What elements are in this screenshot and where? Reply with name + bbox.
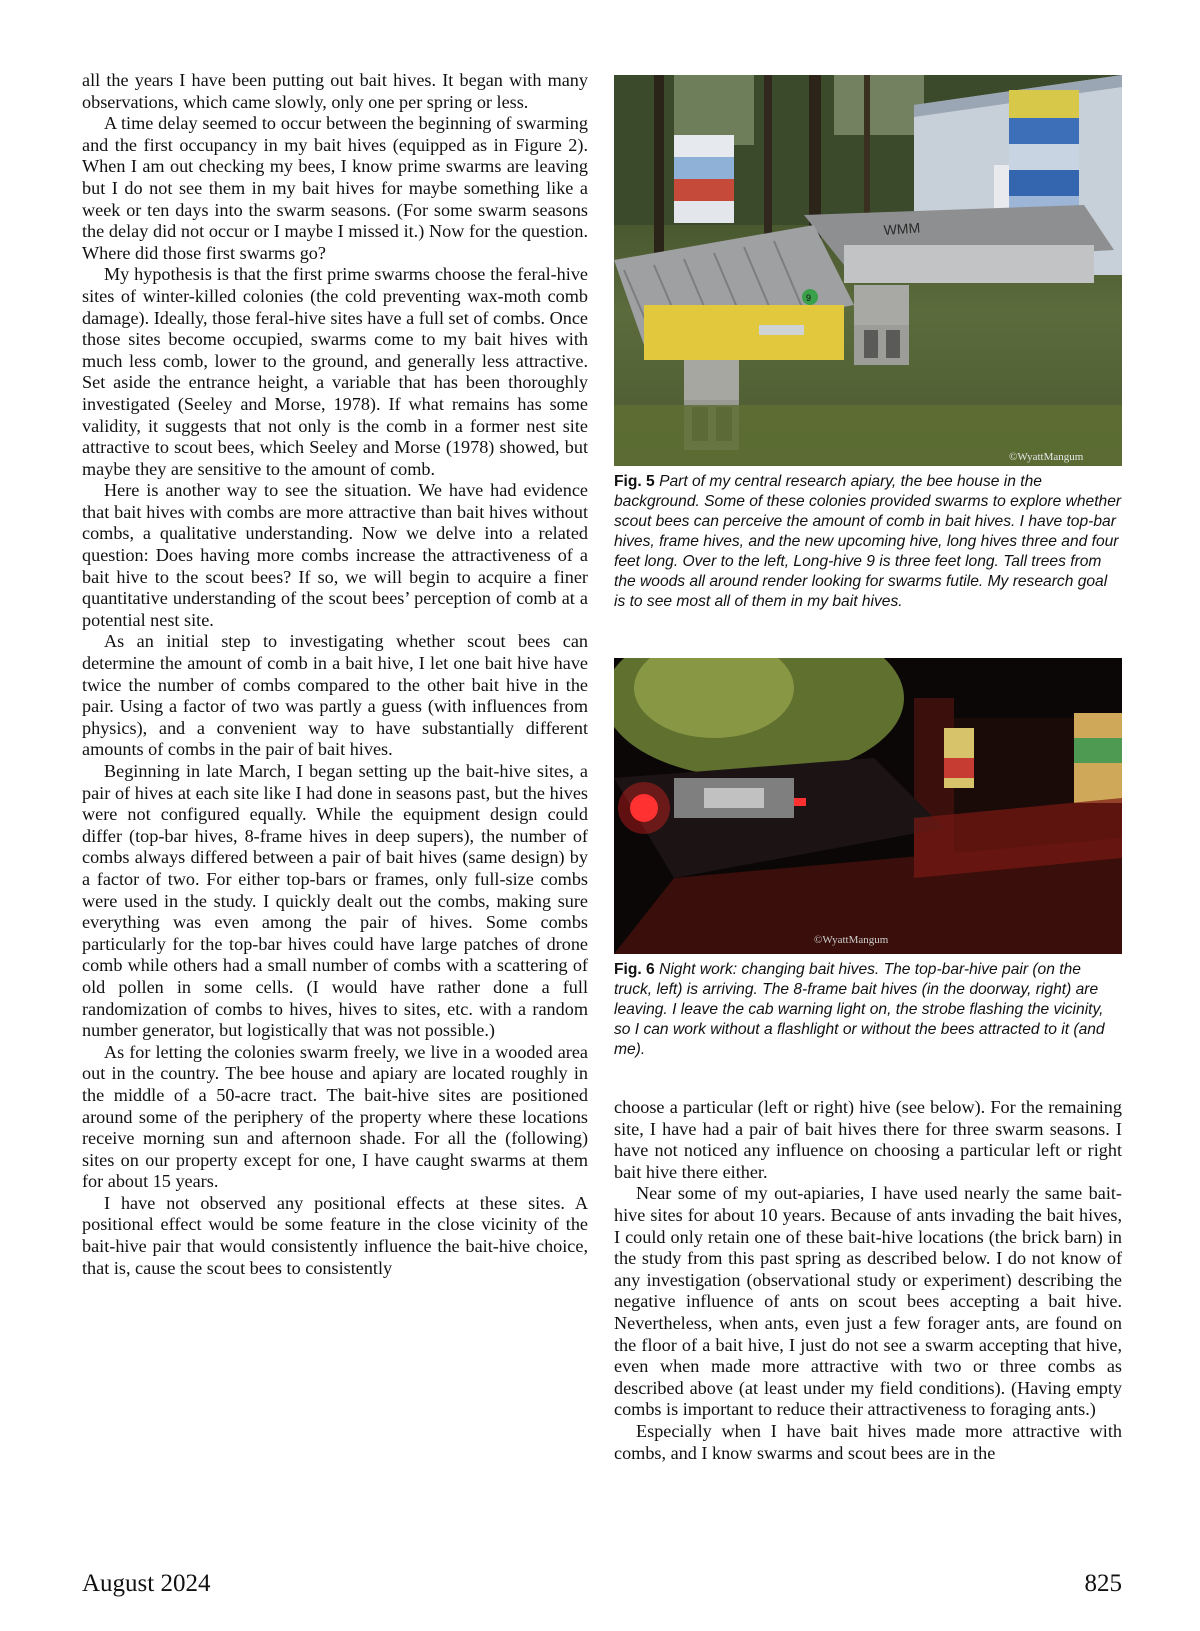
paragraph: Here is another way to see the situation. We have had evidence that bait hives with combs are more attractive than bait hives without combs, a qualitative understanding. Now we delve into a related question: Does having more combs increase the attractiveness of a bait hive to the scout bees? If so, we will begin to acquire a finer quantitative understanding of the scout bees’ perception of comb at a potential nest site. bbox=[82, 480, 588, 630]
figure-6-caption-text: Night work: changing bait hives. The top-bar-hive pair (on the truck, left) is arriving. The 8-frame bait hives (in the doorway, right) are leaving. I leave the cab warning light on, the strobe flashing the vicinity, so I can work without a flashlight or without the bees attracted to it (and me). bbox=[614, 961, 1105, 1058]
hive-lid-marking: WMM bbox=[883, 219, 921, 238]
figure-5-caption-text: Part of my central research apiary, the bee house in the background. Some of these colonies provided swarms to explore whether scout bees can perceive the amount of comb in bait hives. I have top-bar hives, frame hives, and the new upcoming hive, long hives three and four feet long. Over to the left, Long-hive 9 is three feet long. Tall trees from the woods all around render looking for swarms futile. My research goal is to see most all of them in my bait hives. bbox=[614, 473, 1122, 610]
paragraph: I have not observed any positional effects at these sites. A positional effect would be some feature in the close vicinity of the bait-hive pair that would consistently influence the bait-hive choice, that is, cause the scout bees to consistently bbox=[82, 1192, 588, 1278]
paragraph: all the years I have been putting out bait hives. It began with many observations, which came slowly, only one per spring or less. bbox=[82, 70, 588, 112]
photo-watermark: ©WyattMangum bbox=[814, 934, 889, 946]
paragraph: Beginning in late March, I began setting up the bait-hive sites, a pair of hives at each site like I had done in seasons past, but the hives were not configured equally. While the equipment design could differ (top-bar hives, 8-frame hives in deep supers), the number of combs always differed between a pair of bait hives (same design) by a factor of two. For either top-bars or frames, only full-size combs were used in the study. I quickly dealt out the combs, making sure everything was even among the pair of hives. Some combs particularly for the top-bar hives could have large patches of drone comb while others had a small number of combs with a scattering of old pollen in some cells. (I would have rather done a full randomization of combs to hives, hives to sites, etc. with a random number generator, but logistically that was not possible.) bbox=[82, 761, 588, 1041]
paragraph: Near some of my out-apiaries, I have used nearly the same bait-hive sites for about 10 years. Because of ants invading the bait hives, I could only retain one of these bait-hive locations (the brick barn) in the study from this past spring as described below. I do not know of any investigation (observational study or experiment) describing the negative influence of ants on scout bees accepting a bait hive. Nevertheless, when ants, even just a few forager ants, are found on the floor of a bait hive, I just do not see a swarm accepting that hive, even when made more attractive with two or three combs as described above (at least under my field conditions). (Having empty combs is important to reduce their attractiveness to foraging ants.) bbox=[614, 1183, 1122, 1420]
paragraph: Especially when I have bait hives made more attractive with combs, and I know swarms and scout bees are in the bbox=[614, 1420, 1122, 1463]
apiary-photo bbox=[614, 75, 1122, 466]
figure-5-label: Fig. 5 bbox=[614, 473, 655, 490]
paragraph: My hypothesis is that the first prime swarms choose the feral-hive sites of winter-killed colonies (the cold preventing wax-moth comb damage). Ideally, those feral-hive sites have a full set of combs. Once those sites become occupied, swarms come to my bait hives with much less comb, lower to the ground, and generally less attractive. Set aside the entrance height, a variable that has been thoroughly investigated (Seeley and Morse, 1978). If what remains has some validity, it suggests that not only is the comb in a former nest site attractive to scout bees, which Seeley and Morse (1978) showed, but maybe they are sensitive to the amount of comb. bbox=[82, 264, 588, 479]
left-text-column bbox=[82, 70, 588, 1279]
issue-date: August 2024 bbox=[82, 1570, 211, 1597]
right-text-column bbox=[614, 1097, 1122, 1464]
paragraph: As for letting the colonies swarm freely, we live in a wooded area out in the country. The bee house and apiary are located roughly in the middle of a 50-acre tract. The bait-hive sites are positioned around some of the periphery of the property where these locations receive morning sun and afternoon shade. For all the (following) sites on our property except for one, I have caught swarms at them for about 15 years. bbox=[82, 1041, 588, 1192]
photo-watermark: ©WyattMangum bbox=[1009, 451, 1084, 463]
night-work-photo-illustration bbox=[614, 658, 1122, 954]
figure-5-caption bbox=[614, 472, 1122, 612]
figure-6-caption bbox=[614, 960, 1122, 1060]
paragraph: As an initial step to investigating whether scout bees can determine the amount of comb in a bait hive, I let one bait hive have twice the number of combs compared to the other bait hive in the pair. Using a factor of two was partly a guess (with influences from physics), and a convenient way to have substantially different amounts of combs in the pair of bait hives. bbox=[82, 631, 588, 760]
page-number: 825 bbox=[1084, 1570, 1122, 1597]
hive-number-tag: 9 bbox=[806, 293, 812, 303]
paragraph: choose a particular (left or right) hive (see below). For the remaining site, I have had a pair of bait hives there for three swarm seasons. I have not noticed any influence on choosing a particular left or right bait hive there either. bbox=[614, 1097, 1122, 1182]
paragraph: A time delay seemed to occur between the beginning of swarming and the first occupancy in my bait hives (equipped as in Figure 2). When I am out checking my bees, I know prime swarms are leaving but I do not see them in my bait hives for maybe something like a week or ten days into the swarm seasons. (For some swarm seasons the delay did not occur or I maybe I missed it.) Now for the question. Where did those first swarms go? bbox=[82, 113, 588, 263]
night-work-photo bbox=[614, 658, 1122, 954]
apiary-photo-illustration bbox=[614, 75, 1122, 466]
figure-6-label: Fig. 6 bbox=[614, 961, 655, 978]
